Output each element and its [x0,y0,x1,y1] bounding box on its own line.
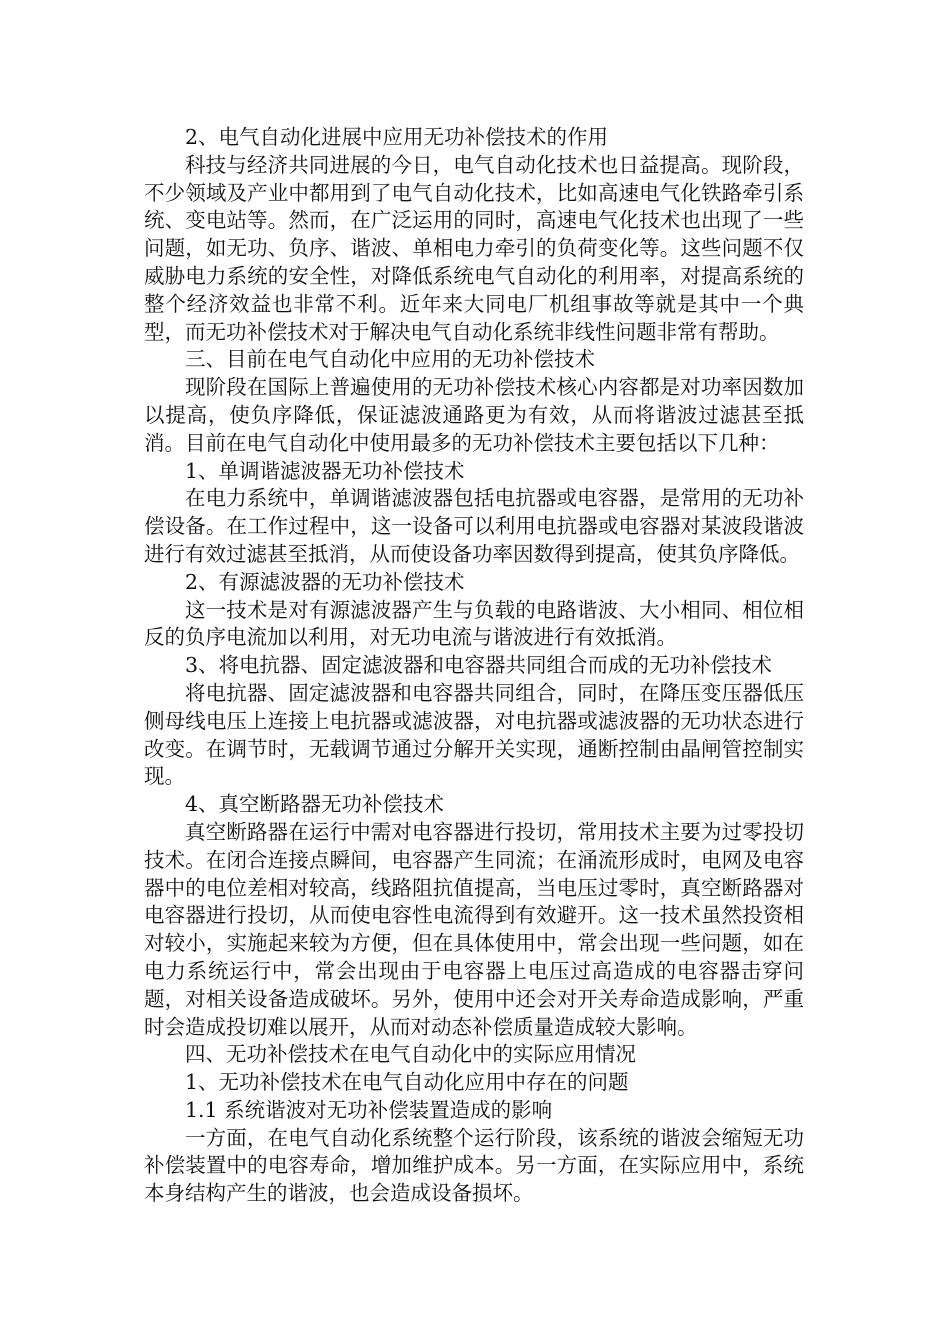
subsection-heading: 1、单调谐滤波器无功补偿技术 [185,458,465,483]
subsubsection-heading: 1.1 系统谐波对无功补偿装置造成的影响 [185,1097,553,1122]
document-body [144,124,804,1208]
paragraph: 这一技术是对有源滤波器产生与负载的电路谐波、大小相同、相位相反的负序电流加以利用，对无功电流与谐波进行有效抵消。 [144,597,804,650]
paragraph: 现阶段在国际上普遍使用的无功补偿技术核心内容都是对功率因数加以提高，使负序降低，保证滤波通路更为有效，从而将谐波过滤甚至抵消。目前在电气自动化中使用最多的无功补偿技术主要包括以下几种： [144,375,804,455]
subsection-heading: 2、有源滤波器的无功补偿技术 [185,569,465,594]
subsection-heading: 3、将电抗器、固定滤波器和电容器共同组合而成的无功补偿技术 [185,653,773,678]
paragraph: 在电力系统中，单调谐滤波器包括电抗器或电容器，是常用的无功补偿设备。在工作过程中，这一设备可以利用电抗器或电容器对某波段谐波进行有效过滤甚至抵消，从而使设备功率因数得到提高，使其负序降低。 [144,486,804,566]
section-heading: 2、电气自动化进展中应用无功补偿技术的作用 [185,125,609,149]
paragraph: 一方面，在电气自动化系统整个运行阶段，该系统的谐波会缩短无功补偿装置中的电容寿命，增加维护成本。另一方面，在实际应用中，系统本身结构产生的谐波，也会造成设备损坏。 [144,1125,804,1206]
paragraph: 将电抗器、固定滤波器和电容器共同组合，同时，在降压变压器低压侧母线电压上连接上电抗器或滤波器，对电抗器或滤波器的无功状态进行改变。在调节时，无载调节通过分解开关实现，通断控制由晶闸管控制实现。 [144,680,804,789]
section-heading: 四、无功补偿技术在电气自动化中的实际应用情况 [185,1042,636,1067]
paragraph: 真空断路器在运行中需对电容器进行投切，常用技术主要为过零投切技术。在闭合连接点瞬间，电容器产生同流；在涌流形成时，电网及电容器中的电位差相对较高，线路阻抗值提高，当电压过零时，真空断路器对电容器进行投切，从而使电容性电流得到有效避开。这一技术虽然投资相对较小，实施起来较为方便，但在具体使用中，常会出现一些问题，如在电力系统运行中，常会出现由于电容器上电压过高造成的电容器击穿问题，对相关设备造成破坏。另外，使用中还会对开关寿命造成影响，严重时会造成投切难以展开，从而对动态补偿质量造成较大影响。 [144,819,804,1039]
subsection-heading: 4、真空断路器无功补偿技术 [185,792,445,817]
paragraph: 科技与经济共同进展的今日，电气自动化技术也日益提高。现阶段，不少领域及产业中都用到了电气自动化技术，比如高速电气化铁路牵引系统、变电站等。然而，在广泛运用的同时，高速电气化技术也出现了一些问题，如无功、负序、谐波、单相电力牵引的负荷变化等。这些问题不仅威胁电力系统的安全性，对降低系统电气自动化的利用率，对提高系统的整个经济效益也非常不利。近年来大同电厂机组事故等就是其中一个典型，而无功补偿技术对于解决电气自动化系统非线性问题非常有帮助。 [144,152,804,344]
section-heading: 三、目前在电气自动化中应用的无功补偿技术 [185,347,595,372]
subsection-heading: 1、无功补偿技术在电气自动化应用中存在的问题 [185,1070,629,1095]
